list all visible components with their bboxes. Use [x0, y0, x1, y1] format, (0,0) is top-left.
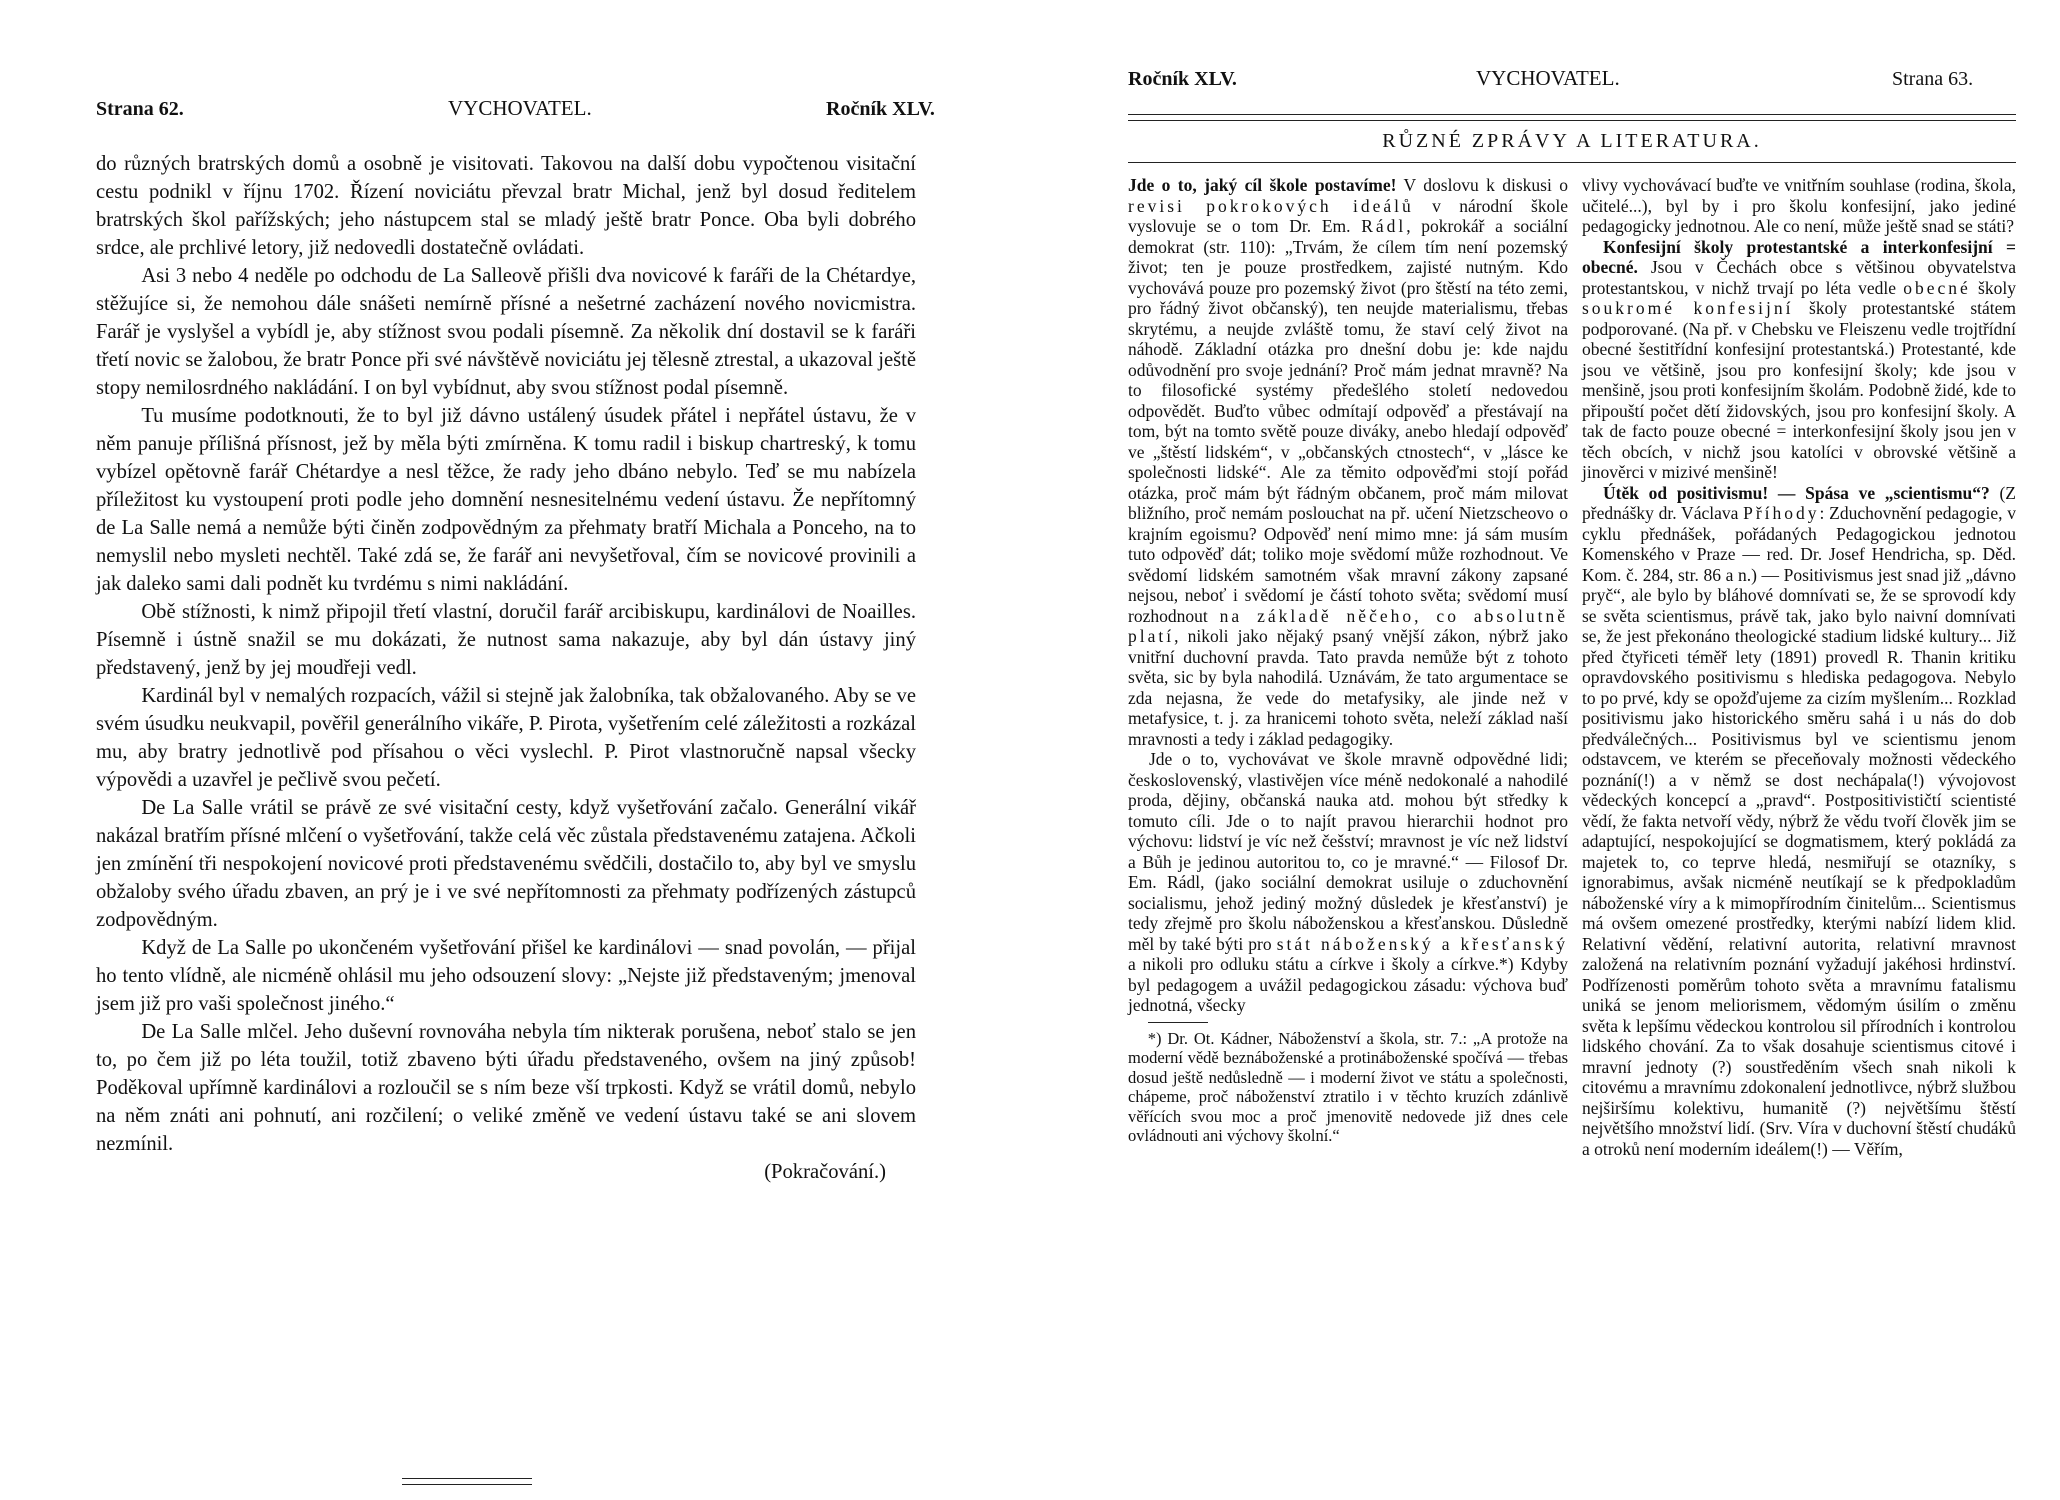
paragraph: De La Salle mlčel. Jeho duševní rovnováha nebyla tím nikterak porušena, neboť stalo se jen to, po čem již po léta toužil, totiž zbaveno býti úřadu představeného, ovšem na jiný způsob! Poděkoval upřímně kardinálovi a rozloučil se s ním beze vší trpkosti. Když se vrátil domů, nebylo na něm znáti ani pohnutí, ani rozčilení; o veliké změně ve vedení ústavu také se ani slovem nezmínil.: [96, 1021, 916, 1155]
right-running-title: VYCHOVATEL.: [1476, 66, 1620, 90]
text-run: v národní škole vyslovuje se o tom Dr. Em.: [1128, 195, 1568, 236]
right-page-number: Strana 63.: [1892, 68, 1974, 90]
text-run: stát náboženský a křesťanský: [1276, 933, 1568, 954]
text-run: V doslovu k diskusi o: [1396, 175, 1568, 195]
right-page: [1100, 0, 2060, 1500]
news-item: [1582, 483, 2016, 1160]
continuation-note: (Pokračování.): [764, 1161, 886, 1183]
column-right: [1582, 175, 2016, 1159]
end-rule: [402, 1478, 532, 1479]
text-run: školy protestantské státem podporované. (Na př. v Chebsku ve Fleiszenu vedle trojtřídní obecné šestitřídní konfesijní protestantská.) Protestanté, kde jsou ve většině, jsou pro konfesijní školy; kde jsou v menšině, jsou proti konfesijním školám. Podobně židé, kde to připouští počet dětí židovských, jsou pro konfesijní školy. A tak de facto pouze obecné = interkonfesijní školy jsou jen v těch obcích, v nichž jsou katolíci v obrovské většině a jinověrci v mizivé menšině!: [1582, 298, 2016, 482]
text-run: Jsou v Čechách obce s většinou obyvatelstva protestantskou, v nichž trvají po léta vedle: [1582, 257, 2016, 298]
right-volume: Ročník XLV.: [1128, 68, 1237, 90]
news-heading: Jde o to, jaký cíl škole postavíme!: [1128, 175, 1397, 195]
paragraph: Obě stížnosti, k nimž připojil třetí vlastní, doručil farář arcibiskupu, kardinálovi de Noailles. Písemně i ústně snažil se mu dokázati, že nutnost sama nakazuje, aby byl dán ústavy jiný představený, jenž by jej moudřeji vedl.: [96, 601, 916, 679]
news-item-continued: [1128, 749, 1568, 1016]
paragraph: Asi 3 nebo 4 neděle po odchodu de La Salleově přišli dva novicové k faráři de la Chétardye, stěžujíce si, že nemohou dále snášeti nemírně přísné a nešetrné zacházení nového novicmistra. Farář je vyslyšel a vybídl je, aby stížnost svou podali písemně. Za několik dní dostavil se k faráři třetí novic se žalobou, že bratr Ponce při své návštěvě noviciátu jej tělesně ztrestal, a ukazoval ještě stopy nemilosrdného nakládání. I on byl vybídnut, aby svou stížnost podal písemně.: [96, 265, 916, 399]
news-item: [1582, 237, 2016, 483]
text-run: na základě něčeho, co absolutně platí: [1128, 605, 1568, 646]
section-title: RŮZNÉ ZPRÁVY A LITERATURA.: [1382, 130, 1762, 152]
text-run: Jde o to, vychovávat ve škole mravně odpovědné lidi; československý, vlastivějen více méně nedokonalé a nahodilé proda, dějiny, občanská nauka atd. mohou být středky k tomuto cíli. Jde o to najít pravou hierarchii hodnot pro výchovu: lidství je víc než češství; mravnost je víc než lidství a Bůh je jedinou autoritou to, co je mravné.“ — Filosof Dr. Em. Rádl, (jako sociální demokrat usiluje o zduchovnění socialismu, jehož jediný možný důsledek je křesťanství) je tedy zřejmě pro školu náboženskou a křesťanskou. Důsledně měl by také býti pro: [1128, 749, 1568, 954]
left-running-title: VYCHOVATEL.: [448, 96, 592, 120]
news-heading: Konfesijní školy protestantské a interkonfesijní = obecné.: [1582, 236, 2016, 277]
left-page: [0, 0, 1000, 1500]
paragraph: De La Salle vrátil se právě ze své visitační cesty, když vyšetřování začalo. Generální vikář nakázal bratřím přísné mlčení o vyšetřování, takže celá věc zůstala představenému zatajena. Ačkoli jen zmínění tři nespokojení novicové proti představenému svědčili, dostačilo to, aby byl ve smyslu obžaloby svého úřadu zbaven, an prý je i ve své nepřítomnosti za přehmaty podřízených zástupců zodpovědným.: [96, 797, 916, 931]
end-rule: [402, 1484, 532, 1485]
text-run: , nikoli jako nějaký psaný vnější zákon, nýbrž jako vnitřní duchovní pravda. Tato pravda nemůže být z tohoto světa, sic by byla nahodilá. Uznávám, že tato argumentace se zda nejasna, že vede do metafysiky, ale jinde než v metafysice, t. j. za hranicemi tohoto světa, neleží základ naší mravnosti a tedy i základ pedagogiky.: [1128, 626, 1568, 749]
left-page-number: Strana 62.: [96, 98, 184, 120]
news-item-continued: vlivy vychovávací buďte ve vnitřním souhlase (rodina, škola, učitelé...), byl by i pro školu konfesijní, jako jediné pedagogicky jednotnou. Ale co není, může ještě snad se státi?: [1582, 175, 2016, 236]
paragraph: Tu musíme podotknouti, že to byl již dávno ustálený úsudek přátel i nepřátel ústavu, že v něm panuje přílišná přísnost, jež by měla býti zmírněna. K tomu radil i biskup chartreský, k tomu vybízel opětovně farář Chétardye a nesl těžce, že rady jeho dbáno nebylo. Teď se mu nabízela příležitost ku vystoupení proti podle jeho domnění nesnesitelnému vedení ústavu. Že nepřítomný de La Salle nemá a nemůže býti činěn zodpovědným za přehmaty bratří Michala a Ponceho, na to nemyslil nebo mysleti nechtěl. Také zdá se, že farář ani nevyšetřoval, čím se novicové provinili a jak daleko sami dali podnět ku tvrdému s nimi nakládání.: [96, 405, 916, 595]
text-run: Příhody: [1743, 503, 1820, 523]
text-run: revisi pokrokových ideálů: [1128, 195, 1414, 216]
text-run: Rádl: [1361, 216, 1407, 236]
left-volume: Ročník XLV.: [826, 98, 935, 120]
text-run: , pokrokář a sociální demokrat (str. 110): „Trvám, že cílem tím není pozemský život; ten je pouze prostředkem, zajisté nutným. Kdo vychovává pouze pro pozemský život (pro štěstí na této zemi, pro řádný život občanský), ten neujde materialismu, třebas skrytému, a neujde zvláště tomu, že staví celý život na náhodě. Základní otázka pro dnešní dobu je: kde najdu odůvodnění pro svoje jednání? Proč mám jednat mravně? Na to filosofické systémy předešlého století nedovedou odpovědět. Buďto vůbec odmítají odpověď a přestávají na tom, být na tomto světě pouze diváky, anebo hledají odpověď ve „štěstí lidském“, v „občanských ctnostech“, v „lásce ke společnosti lidské“. Ale za těmito odpověďmi stojí pořád otázka, proč mám být řádným občanem, proč mám milovat bližního, proč nemám poslouchat na př. učení Nietzscheovo o krajním egoismu? Odpověď není mimo mne: já sám musím tuto odpověď dát; toliko moje svědomí může rozhodnout. Ve svědomí lidském samotném však mravní zákony zapsané nejsou, neboť i svědomí je částí tohoto světa; svědomí musí rozhodnout: [1128, 216, 1569, 626]
left-body-text: [96, 150, 916, 1186]
text-run: soukromé konfesijní: [1582, 298, 1794, 318]
paragraph: do různých bratrských domů a osobně je visitovati. Takovou na další dobu vypočtenou visitační cestu podnikl v říjnu 1702. Řízení noviciátu převzal bratr Michal, jenž byl dosud ředitelem bratrských škol pařížských; jeho nástupcem stal se mladý ještě bratr Ponce. Oba byli dobrého srdce, ale prchlivé letory, již nedovedli dostatečně ovládati.: [96, 153, 916, 259]
paragraph: Kardinál byl v nemalých rozpacích, vážil si stejně jak žalobníka, tak obžalovaného. Aby se ve svém úsudku neukvapil, pověřil generálního vikáře, P. Pirota, vyšetřením celé záležitosti a rozkázal mu, aby bratry jednotlivě pod přísahou o věci vyslechl. P. Pirot vlastnoručně napsal všecky výpovědi a uzavřel je pečlivě svou pečetí.: [96, 685, 916, 791]
text-run: : Zduchovnění pedagogie, v cyklu přednášek, pořádaných Pedagogickou jednotou Komenského v Praze — red. Dr. Josef Hendricha, sp. Děd. Kom. č. 284, str. 86 a n.) — Positivismus jest snad již „dávno pryč“, ale bylo by bláhové domnívati se, že se sprovodí kdy se světa scientismus, právě tak, jako bylo naivní domnívati se, že jest překonáno theologické stadium lidské kultury... Již před čtyřiceti téměř lety (1891) provedl R. Thanin kritiku opravdovského positivismu s hlediska pedagogova. Nebylo to po prvé, kdy se opožďujeme za cizím myšlením... Rozklad positivismu jako historického směru sahá i u nás do dob předválečných... Positivismus byl ve scientismu jenom odstavcem, ve kterém se přeceňovaly možnosti vědeckého poznání(!) a v němž se dost nechápala(!) vývojovost vědeckých koncepcí a „pravd“. Postpositivističtí scientisté vědí, že fakta netvoří vědy, nýbrž že vědu tvoří člověk jim se adaptující, nespokojující se dogmatismem, který pokládá za majetek to, co teprve hledá, nesmiřují se otazníky, s ignorabimus, avšak nicméně neutíkají se k předpokladům náboženské víry a k mimopřírodním činitelům... Scientismus má ovšem omezené prostředky, kterými nabízí lidem klid. Relativní vědění, relativní autorita, relativní mravnost založená na relativním poznání vyžadují jakéhosi hrdinství. Podřízenosti poměrům tohoto světa a mravnímu fatalismu uniká se jenom meliorismem, vědomým úsilím o změnu světa k lepšímu vědeckou kontrolou sil přírodních i kontrolou lidského chování. Za to však dosahuje scientismus citové i mravní jednoty (?) soustředěním všech snah nikoli k citovému a mravnímu zdokonalení jednotlivce, nýbrž službou nejširšímu kolektivu, humanitě (?) největšímu štěstí největšího množství lidí. (Srv. Víra v duchovní štěstí chudáků a otroků není moderním ideálem(!) — Věřím,: [1582, 503, 2016, 1159]
header-double-rule: [1128, 114, 2016, 121]
text-run: obecné: [1903, 277, 1971, 298]
news-item: [1128, 175, 1568, 749]
text-run: a nikoli pro odluku státu a církve i školy a církve.*) Kdyby byl pedagogem a uvážil pedagogickou zásadu: výchova buď jednotná, všecky: [1128, 954, 1568, 1015]
paragraph: Když de La Salle po ukončeném vyšetřování přišel ke kardinálovi — snad povolán, — přijal ho tento vlídně, ale nicméně ohlásil mu jeho odsouzení slovy: „Nejste již představeným; jmenoval jsem již pro vaši společnost jiného.“: [96, 937, 916, 1015]
text-run: školy: [1970, 277, 2016, 298]
column-left: [1128, 175, 1568, 1146]
text-run: (Z přednášky dr. Václava: [1582, 482, 2016, 523]
section-rule: [1128, 162, 2016, 163]
footnote: *) Dr. Ot. Kádner, Náboženství a škola, str. 7.: „A protože na moderní vědě beznáboženské a protináboženské spočívá — třebas dosud ještě nedůsledně — i moderní život ve státu a společnosti, chápeme, proč náboženství ztratilo i v těchto kruzích zdánlivě věřících svou moc a proč jmenovitě nedovede již dnes cele ovládnouti ani výchovy školní.“: [1128, 1028, 1568, 1145]
footnote-rule: [1148, 1022, 1208, 1023]
news-heading: Útěk od positivismu! — Spása ve „scientismu“?: [1603, 482, 1990, 503]
